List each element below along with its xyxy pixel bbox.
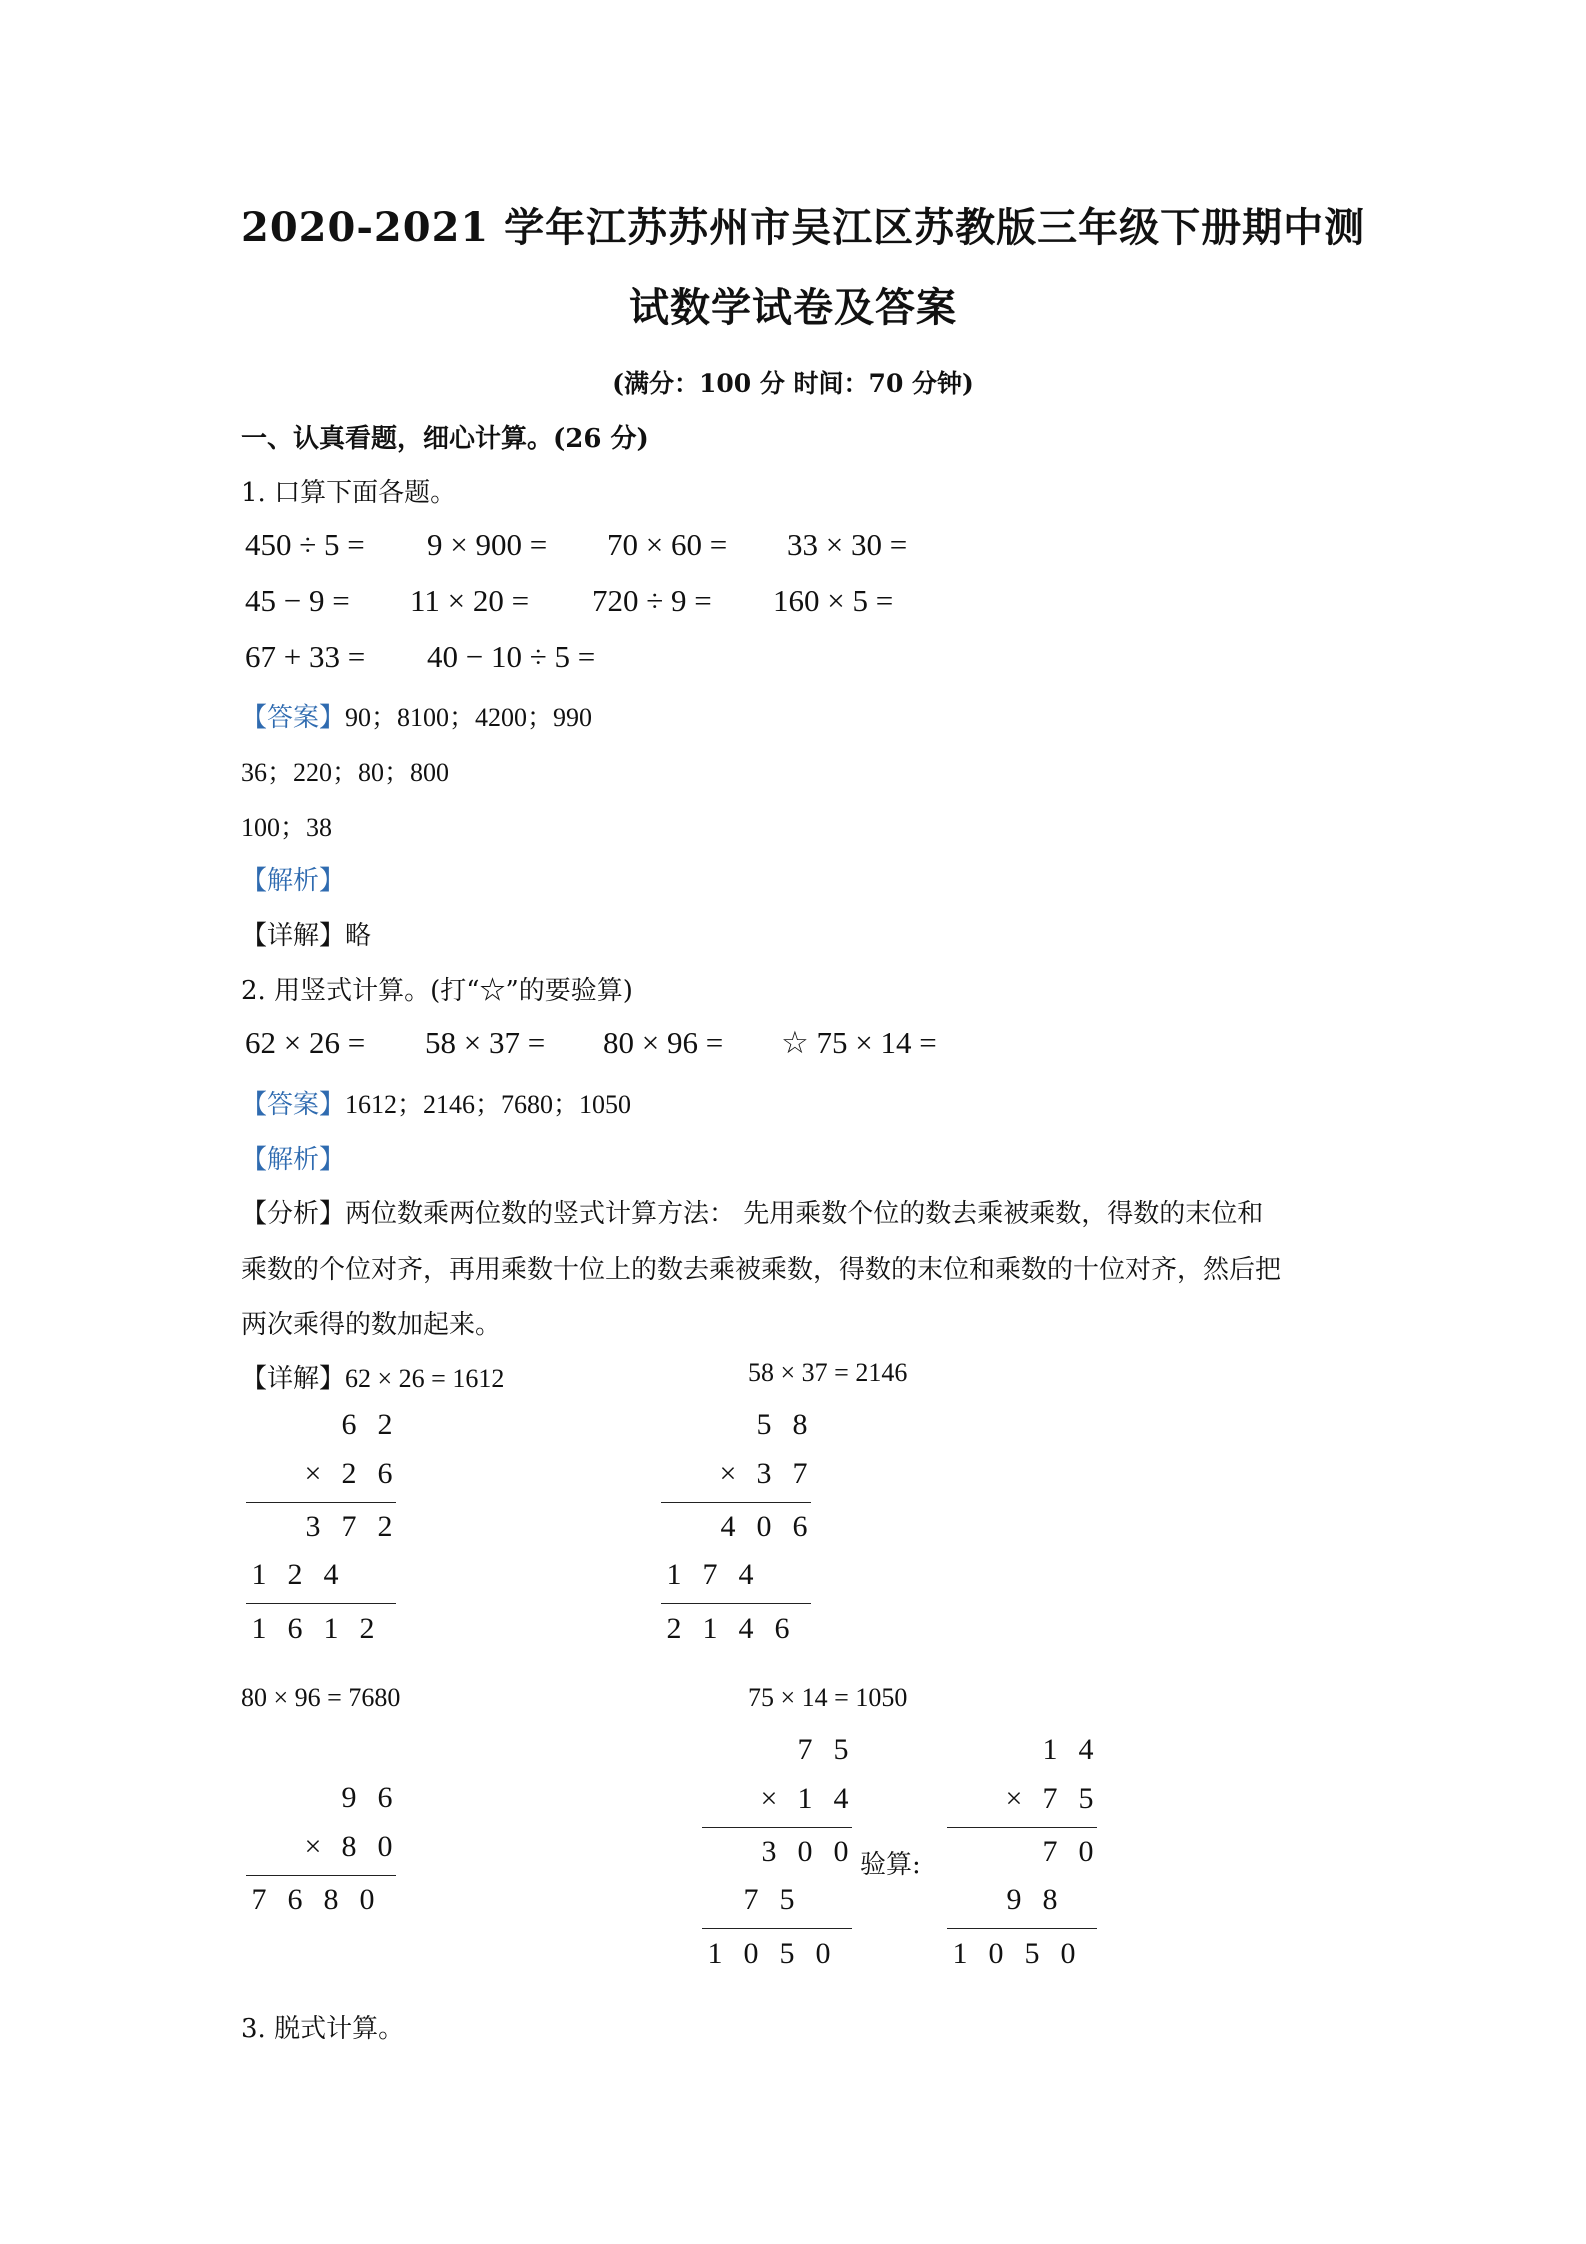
digit: 7 <box>1042 1835 1058 1868</box>
equation: 58 × 37 = 2146 <box>748 1358 908 1387</box>
rule-line <box>947 1827 1097 1828</box>
doc-title-line2: 试数学试卷及答案 <box>629 284 957 331</box>
rule-line <box>661 1603 811 1604</box>
digit: 1 <box>666 1558 682 1591</box>
q2-item: 62 × 26 = <box>245 1025 366 1060</box>
digit: 6 <box>774 1612 790 1645</box>
analysis-line: 两次乘得的数加起来。 <box>241 1310 502 1340</box>
digit: 0 <box>797 1835 813 1868</box>
digit: 2 <box>287 1558 303 1591</box>
digit: 8 <box>1042 1883 1058 1916</box>
detail-text: 略 <box>345 921 372 951</box>
digit: 9 <box>1006 1883 1022 1916</box>
digit: 0 <box>743 1937 759 1970</box>
digit: 6 <box>341 1408 357 1441</box>
digit: 2 <box>359 1612 375 1645</box>
digit: 7 <box>792 1457 808 1490</box>
q2-item: 80 × 96 = <box>603 1025 724 1060</box>
q2-item: ☆ 75 × 14 = <box>781 1025 937 1060</box>
q1-item: 160 × 5 = <box>773 583 894 618</box>
digit: 3 <box>756 1457 772 1490</box>
digit: 6 <box>377 1781 393 1814</box>
digit: 0 <box>815 1937 831 1970</box>
q1-item: 67 + 33 = <box>245 639 366 674</box>
rule-line <box>246 1875 396 1876</box>
rule-line <box>246 1502 396 1503</box>
digit: 1 <box>251 1612 267 1645</box>
digit: 2 <box>377 1510 393 1543</box>
analysis-tag: 【解析】 <box>241 866 346 896</box>
digit: 6 <box>792 1510 808 1543</box>
rule-line <box>246 1603 396 1604</box>
doc-meta: (满分：100 分 时间：70 分钟) <box>612 369 974 398</box>
q1-item: 11 × 20 = <box>410 583 530 618</box>
digit: 5 <box>833 1733 849 1766</box>
digit: 3 <box>761 1835 777 1868</box>
q2-item: 58 × 37 = <box>425 1025 546 1060</box>
digit: 0 <box>1078 1835 1094 1868</box>
detail-tag: 【详解】 <box>241 1364 346 1394</box>
q1-detail <box>241 915 371 952</box>
digit: 7 <box>1042 1782 1058 1815</box>
q3-label: 3. 脱式计算。 <box>241 2014 405 2044</box>
digit: 4 <box>738 1558 754 1591</box>
digit: 1 <box>1042 1733 1058 1766</box>
rule-line <box>947 1928 1097 1929</box>
digit: 5 <box>779 1883 795 1916</box>
digit: 8 <box>792 1408 808 1441</box>
times-sign: × <box>304 1457 322 1490</box>
rule-line <box>661 1502 811 1503</box>
fenxi-text: 两位数乘两位数的竖式计算方法： 先用乘数个位的数去乘被乘数，得数的末位和 <box>345 1199 1264 1229</box>
digit: 4 <box>323 1558 339 1591</box>
digit: 6 <box>287 1883 303 1916</box>
digit: 4 <box>1078 1733 1094 1766</box>
q1-item: 720 ÷ 9 = <box>592 583 712 618</box>
digit: 1 <box>707 1937 723 1970</box>
digit: 0 <box>377 1830 393 1863</box>
q1-item: 450 ÷ 5 = <box>245 527 365 562</box>
answer-text: 1612；2146；7680；1050 <box>345 1090 632 1119</box>
digit: 5 <box>756 1408 772 1441</box>
digit: 0 <box>833 1835 849 1868</box>
times-sign: × <box>760 1782 778 1815</box>
q1-item: 70 × 60 = <box>607 527 728 562</box>
answer-text: 100；38 <box>241 813 333 842</box>
digit: 2 <box>341 1457 357 1490</box>
digit: 2 <box>377 1408 393 1441</box>
digit: 5 <box>779 1937 795 1970</box>
q2-label: 2. 用竖式计算。(打“☆”的要验算) <box>241 976 633 1006</box>
digit: 9 <box>341 1781 357 1814</box>
digit: 7 <box>251 1883 267 1916</box>
digit: 1 <box>251 1558 267 1591</box>
digit: 7 <box>743 1883 759 1916</box>
q1-item: 40 − 10 ÷ 5 = <box>427 639 596 674</box>
analysis-line <box>241 1193 1263 1230</box>
detail-line <box>241 1358 504 1395</box>
digit: 4 <box>833 1782 849 1815</box>
digit: 7 <box>797 1733 813 1766</box>
digit: 0 <box>1060 1937 1076 1970</box>
doc-title-line1: 2020-2021 学年江苏苏州市吴江区苏教版三年级下册期中测 <box>241 204 1366 251</box>
q1-item: 9 × 900 = <box>427 527 548 562</box>
digit: 4 <box>738 1612 754 1645</box>
digit: 4 <box>720 1510 736 1543</box>
digit: 6 <box>377 1457 393 1490</box>
digit: 1 <box>952 1937 968 1970</box>
digit: 8 <box>323 1883 339 1916</box>
answer-text: 36；220；80；800 <box>241 758 450 787</box>
equation: 62 × 26 = 1612 <box>345 1364 505 1393</box>
digit: 3 <box>305 1510 321 1543</box>
digit: 8 <box>341 1830 357 1863</box>
answer-tag: 【答案】 <box>241 1090 346 1120</box>
times-sign: × <box>304 1830 322 1863</box>
digit: 7 <box>341 1510 357 1543</box>
digit: 1 <box>702 1612 718 1645</box>
digit: 5 <box>1078 1782 1094 1815</box>
check-label: 验算: <box>860 1850 921 1880</box>
digit: 2 <box>666 1612 682 1645</box>
fenxi-tag: 【分析】 <box>241 1199 346 1229</box>
digit: 6 <box>287 1612 303 1645</box>
detail-tag: 【详解】 <box>241 921 346 951</box>
digit: 0 <box>756 1510 772 1543</box>
equation: 75 × 14 = 1050 <box>748 1683 908 1712</box>
times-sign: × <box>719 1457 737 1490</box>
analysis-tag: 【解析】 <box>241 1145 346 1175</box>
q1-label: 1. 口算下面各题。 <box>241 478 457 508</box>
q1-answer <box>241 697 592 734</box>
digit: 0 <box>359 1883 375 1916</box>
rule-line <box>702 1928 852 1929</box>
analysis-line: 乘数的个位对齐，再用乘数十位上的数去乘被乘数，得数的末位和乘数的十位对齐，然后把 <box>241 1255 1282 1285</box>
digit: 5 <box>1024 1937 1040 1970</box>
digit: 1 <box>797 1782 813 1815</box>
digit: 1 <box>323 1612 339 1645</box>
section-heading: 一、认真看题，细心计算。(26 分) <box>241 424 649 454</box>
answer-text: 90；8100；4200；990 <box>345 703 593 732</box>
rule-line <box>702 1827 852 1828</box>
digit: 7 <box>702 1558 718 1591</box>
q1-item: 33 × 30 = <box>787 527 908 562</box>
equation: 80 × 96 = 7680 <box>241 1683 401 1712</box>
q1-item: 45 − 9 = <box>245 583 350 618</box>
answer-tag: 【答案】 <box>241 703 346 733</box>
q2-answer <box>241 1084 631 1121</box>
times-sign: × <box>1005 1782 1023 1815</box>
digit: 0 <box>988 1937 1004 1970</box>
